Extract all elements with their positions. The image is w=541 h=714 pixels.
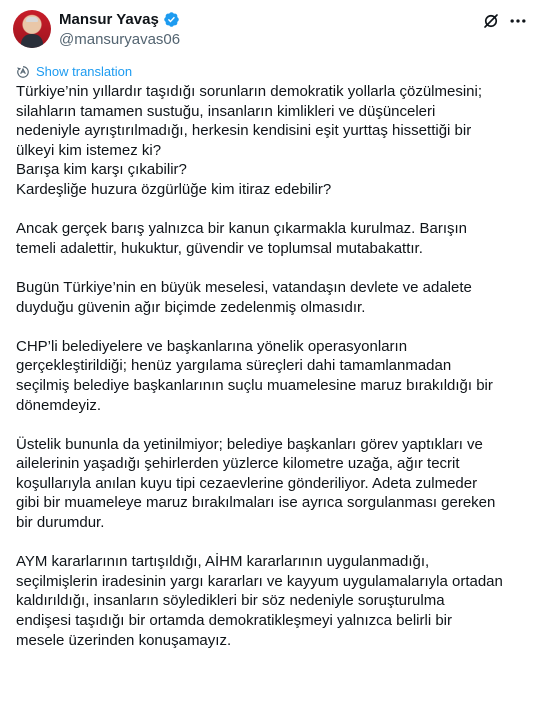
more-options-icon[interactable] bbox=[508, 12, 528, 30]
tweet-paragraph bbox=[16, 82, 531, 200]
tweet-text-line: gibi bir muameleye maruz bırakılmaları ise ayrıca sorgulanması gereken bbox=[16, 494, 496, 512]
tweet-text-line: koşullarıyla anılan kuyu tipi cezaevlerine gönderiliyor. Adeta zulmeder bbox=[16, 474, 478, 492]
tweet-text-line: temeli adalettir, hukuktur, güvendir ve toplumsal mutabakattır. bbox=[16, 239, 423, 257]
tweet-text-line: Barışa kim karşı çıkabilir? bbox=[16, 161, 187, 179]
tweet-text bbox=[16, 82, 531, 650]
tweet-text-line: AYM kararlarının tartışıldığı, AİHM kararlarının uygulanmadığı, bbox=[16, 553, 430, 571]
user-handle[interactable]: @mansuryavas06 bbox=[59, 31, 181, 48]
paragraph-gap bbox=[16, 317, 531, 337]
tweet-text-line: Bugün Türkiye’nin en büyük meselesi, vatandaşın devlete ve adalete bbox=[16, 278, 472, 296]
tweet-text-line: silahların tamamen sustuğu, insanların kimlikleri ve düşünceleri bbox=[16, 102, 436, 120]
tweet-text-line: duyduğu güvenin ağır biçimde zedelenmiş olmasıdır. bbox=[16, 298, 366, 316]
tweet-text-line: Ancak gerçek barış yalnızca bir kanun çıkarmakla kurulmaz. Barışın bbox=[16, 220, 468, 238]
tweet-paragraph bbox=[16, 435, 531, 533]
display-name[interactable]: Mansur Yavaş bbox=[59, 11, 159, 28]
tweet-text-line: dönemdeyiz. bbox=[16, 396, 102, 414]
tweet-text-line: bir durumdur. bbox=[16, 514, 105, 532]
tweet-text-line: gerçekleştirildiği; henüz yargılama süreçleri dahi tamamlanmadan bbox=[16, 357, 452, 375]
name-row bbox=[59, 11, 180, 28]
avatar-suit bbox=[21, 34, 43, 48]
tweet-text-line: ailelerinin yaşadığı şehirlerden yüzlerce kilometre uzağa, ağır tecrit bbox=[16, 455, 460, 473]
tweet-text-line: endişesi taşıdığı bir ortamda demokratikleşmeyi yalnızca belirli bir bbox=[16, 612, 453, 630]
tweet-paragraph bbox=[16, 278, 531, 317]
avatar[interactable] bbox=[13, 10, 51, 48]
tweet-paragraph bbox=[16, 552, 531, 650]
tweet-text-line: nedeniyle ayrıştırılmadığı, herkesin kendisini eşit yurttaş hissettiği bir bbox=[16, 122, 472, 140]
tweet-text-line: mesele üzerinden konuşamayız. bbox=[16, 631, 232, 649]
tweet-paragraph bbox=[16, 219, 531, 258]
tweet-text-line: Kardeşliğe huzura özgürlüğe kim itiraz edebilir? bbox=[16, 180, 332, 198]
show-translation-link[interactable] bbox=[16, 64, 132, 79]
tweet-paragraph bbox=[16, 337, 531, 415]
tweet-text-line: kaldırıldığı, insanların söyledikleri bir söz nedeniyle soruşturulma bbox=[16, 592, 445, 610]
avatar-hair bbox=[26, 17, 38, 22]
paragraph-gap bbox=[16, 415, 531, 435]
tweet-text-line: seçilmiş belediye başkanlarının suçlu muamelesine maruz bırakıldığı bir bbox=[16, 376, 493, 394]
show-translation-label[interactable]: Show translation bbox=[36, 64, 133, 79]
translate-icon bbox=[16, 65, 30, 79]
paragraph-gap bbox=[16, 200, 531, 220]
grok-icon[interactable] bbox=[482, 12, 500, 30]
tweet-text-line: seçilmişlerin iradesinin yargı kararları ve kayyum uygulamalarıyla ortadan bbox=[16, 572, 503, 590]
paragraph-gap bbox=[16, 533, 531, 553]
tweet-text-line: ülkeyi kim istemez ki? bbox=[16, 141, 162, 159]
tweet-text-line: CHP’li belediyelere ve başkanlarına yönelik operasyonların bbox=[16, 337, 408, 355]
paragraph-gap bbox=[16, 258, 531, 278]
verified-badge-icon bbox=[163, 11, 180, 28]
tweet-text-line: Üstelik bununla da yetinilmiyor; belediye başkanları görev yaptıkları ve bbox=[16, 435, 483, 453]
tweet-text-line: Türkiye’nin yıllardır taşıdığı sorunların demokratik yollarla çözülmesini; bbox=[16, 83, 483, 100]
tweet-header bbox=[0, 0, 541, 56]
